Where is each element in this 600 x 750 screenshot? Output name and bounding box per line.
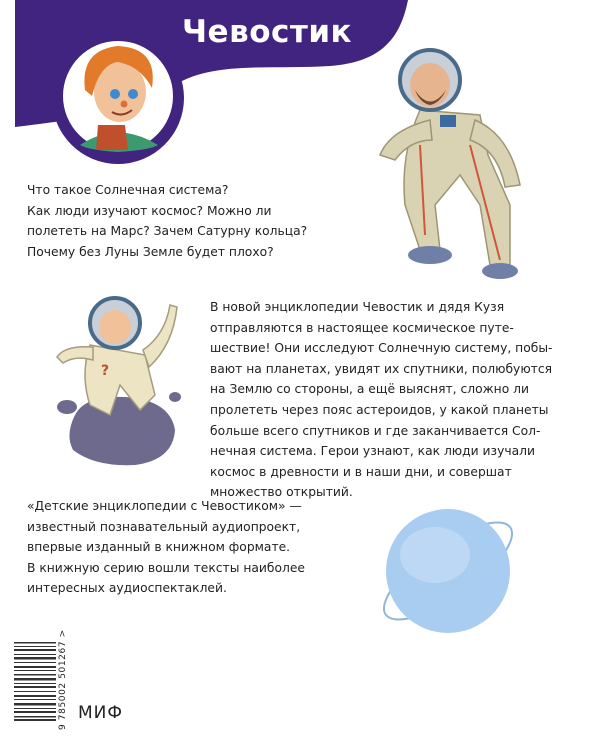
description-text: В новой энциклопедии Чевостик и дядя Кузя отправляются в настоящее космическое путе- шествие! Они исследуют Солнечную систему, побы- вают на планетах, увидят их спутники, полюбуются на Землю со стороны, а ещё выяснят, сложно ли пролететь через пояс астероидов, у какой планеты больше всего спутников и где заканчивается Сол- нечная система. Герои узнают, как люди изучали космос в древности и в наши дни, и совершат множество открытий. xyxy=(210,300,553,500)
publisher-logo: МИФ xyxy=(78,703,124,723)
series-note: «Детские энциклопедии с Чевостиком» — известный познавательный аудиопроект, впервые изданный в книжном формате. В книжную серию вошли тексты наиболее интересных аудиоспектаклей. xyxy=(27,499,305,596)
planet-illustration xyxy=(370,495,530,645)
astronaut-illustration xyxy=(370,35,530,285)
chevostik-astronaut-illustration xyxy=(45,285,205,475)
series-title: Чевостик xyxy=(182,14,353,50)
svg-text:?: ? xyxy=(101,363,110,379)
intro-questions: Что такое Солнечная система? Как люди изучают космос? Можно ли полететь на Марс? Зачем Сатурну кольца? Почему без Луны Земле будет плохо? xyxy=(27,183,308,259)
barcode xyxy=(14,642,56,722)
barcode-digits: 9 785002 501267 > xyxy=(58,629,68,730)
